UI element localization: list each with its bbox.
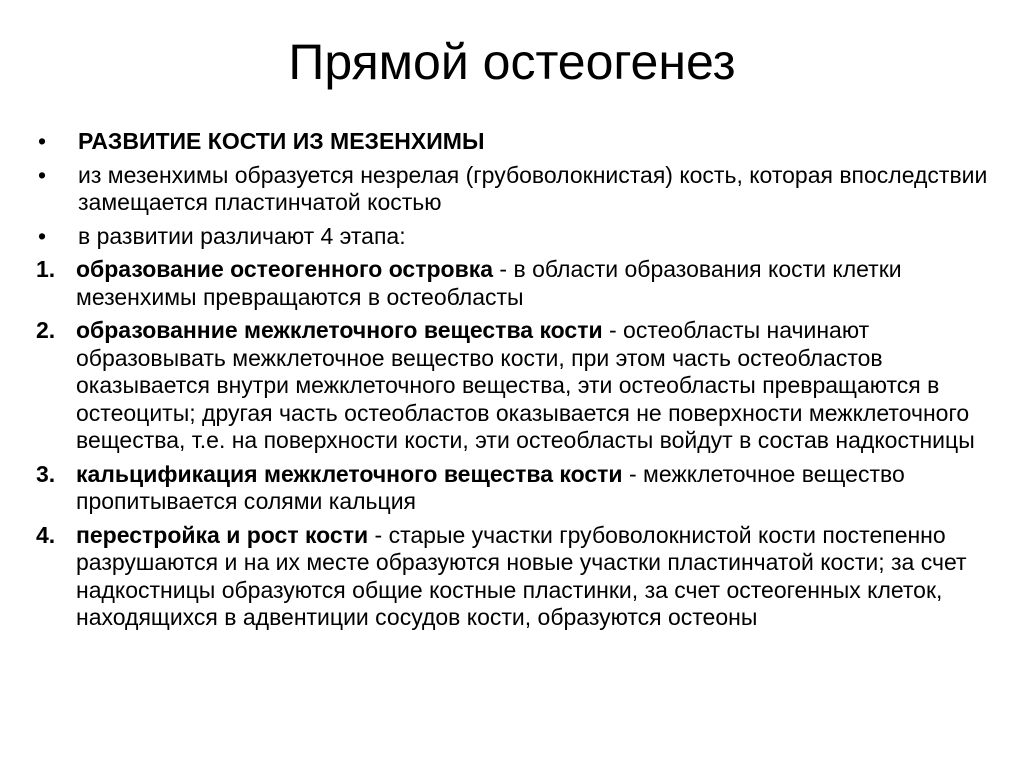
bullet-body: в развитии различают 4 этапа: [78,222,406,249]
stage-number: 1. [36,256,56,282]
bullet-item [36,128,1011,156]
stage-text [76,522,1011,632]
stage-number: 4. [36,521,56,548]
bullet-heading: РАЗВИТИЕ КОСТИ ИЗ МЕЗЕНХИМЫ [78,128,485,154]
stage-text [76,256,1011,311]
stage-item [36,317,1011,455]
stage-text [76,317,1011,455]
stage-description: - старые участки грубоволокнистой кости постепенно разрушаются и на их месте образуются новые участки пластинчатой кости; за счет надкостницы образуются общие костные пластинки, за счет остеогенных клеток, находящихся в адвентиции сосудов кости, образуются остеоны [76,521,967,630]
bullet-text [78,128,1011,156]
stage-description: - в области образования кости клетки мезенхимы превращаются в остеобласты [76,256,902,310]
stage-description: - остеобласты начинают образовывать межклеточное вещество кости, при этом часть остеобластов оказывается внутри межклеточного вещества, эти остеобласты превращаются в остеоциты; другая часть остеобластов оказывается не поверхности межклеточного вещества, т.е. на поверхности кости, эти остеобласты войдут в состав надкостницы [76,317,975,453]
slide-content [36,128,1011,638]
bullet-body: из мезенхимы образуется незрелая (грубоволокнистая) кость, которая впоследствии замещается пластинчатой костью [78,161,988,215]
bullet-marker: • [38,128,47,154]
bullet-item [36,223,1011,251]
bullet-marker: • [38,161,47,188]
stage-heading: образование остеогенного островка [76,256,494,282]
stage-description: - межклеточное вещество пропитывается солями кальция [76,460,905,514]
stage-heading: образованние межклеточного вещества кости [76,317,603,343]
bullet-text [78,162,1011,217]
stage-number: 3. [36,460,56,487]
stage-item [36,461,1011,516]
stage-text [76,461,1011,516]
bullet-text [78,223,1011,251]
stage-number: 2. [36,317,56,343]
stage-heading: перестройка и рост кости [76,521,369,548]
stage-heading: кальцификация межклеточного вещества кости [76,460,623,487]
bullet-marker: • [38,222,47,249]
bullet-item [36,162,1011,217]
stage-item [36,256,1011,311]
stage-item [36,522,1011,632]
slide-title: Прямой остеогенез [288,34,736,90]
